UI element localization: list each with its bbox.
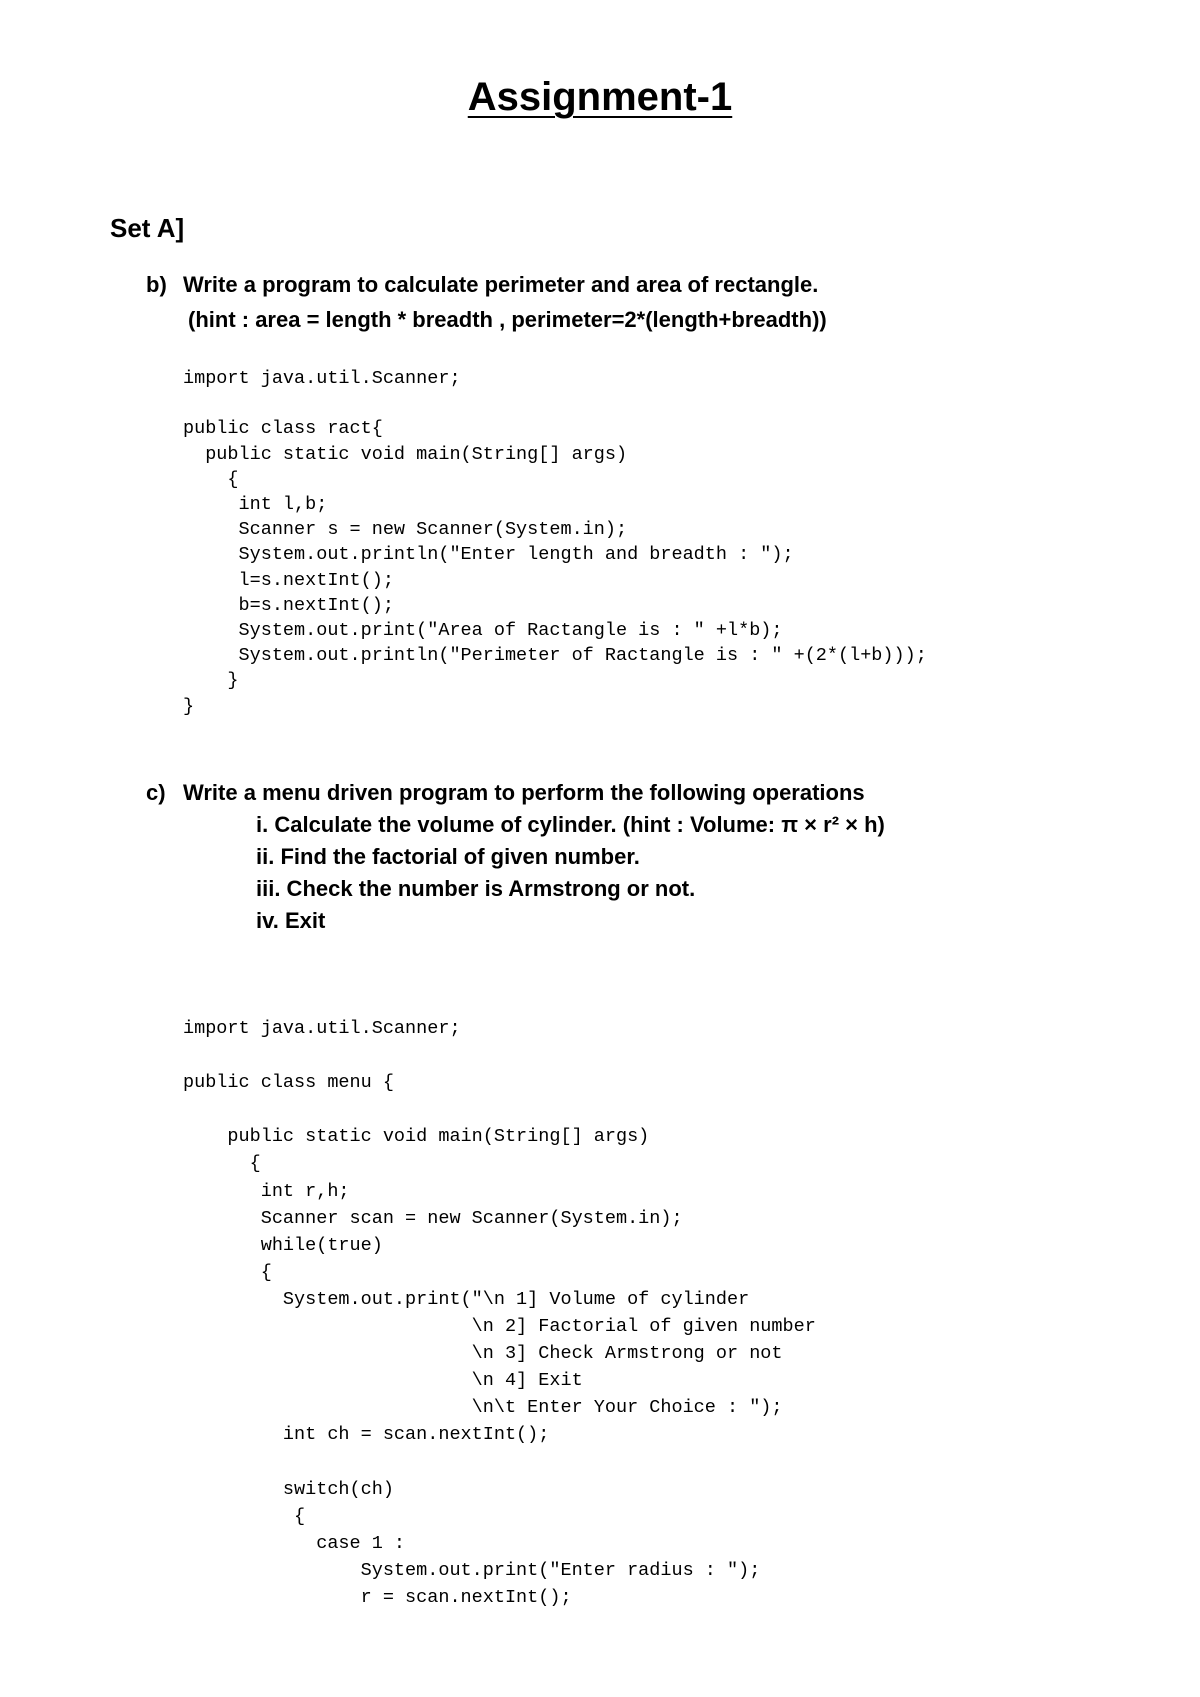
assignment-title: Assignment-1 (467, 75, 733, 119)
question-c-text: Write a menu driven program to perform the following operations (183, 780, 865, 805)
code-block-rectangle: import java.util.Scanner; public class ract{ public static void main(String[] args) { int l,b; Scanner s = new Scanner(System.in); System.out.println("Enter length and breadth : "); l=s.nextInt(); b=s.nextInt(); System.out.print("Area of Ractangle is : " +l*b); System.out.println("Perimeter of Ractangle is : " +(2*(l+b))); } } (183, 368, 927, 717)
menu-item-factorial: ii. Find the factorial of given number. (256, 844, 640, 869)
code-block-menu: import java.util.Scanner; public class menu { public static void main(String[] args) { int r,h; Scanner scan = new Scanner(System.in); while(true) { System.out.print("\n 1] Volume of cylinder \n 2] Factorial of given number \n 3] Check Armstrong or not \n 4] Exit \n\t Enter Your Choice : "); int ch = scan.nextInt(); switch(ch) { case 1 : System.out.print("Enter radius : "); r = scan.nextInt(); (183, 1018, 816, 1608)
question-b-letter: b) (146, 272, 167, 297)
menu-item-exit: iv. Exit (256, 908, 326, 933)
question-b-text: Write a program to calculate perimeter and area of rectangle. (183, 272, 819, 297)
question-c-letter: c) (146, 780, 166, 805)
menu-item-armstrong: iii. Check the number is Armstrong or not. (256, 876, 696, 901)
set-label: Set A] (110, 213, 185, 243)
menu-item-volume: i. Calculate the volume of cylinder. (hint : Volume: π × r² × h) (256, 812, 885, 837)
question-b-hint: (hint : area = length * breadth , perimeter=2*(length+breadth)) (188, 307, 827, 332)
